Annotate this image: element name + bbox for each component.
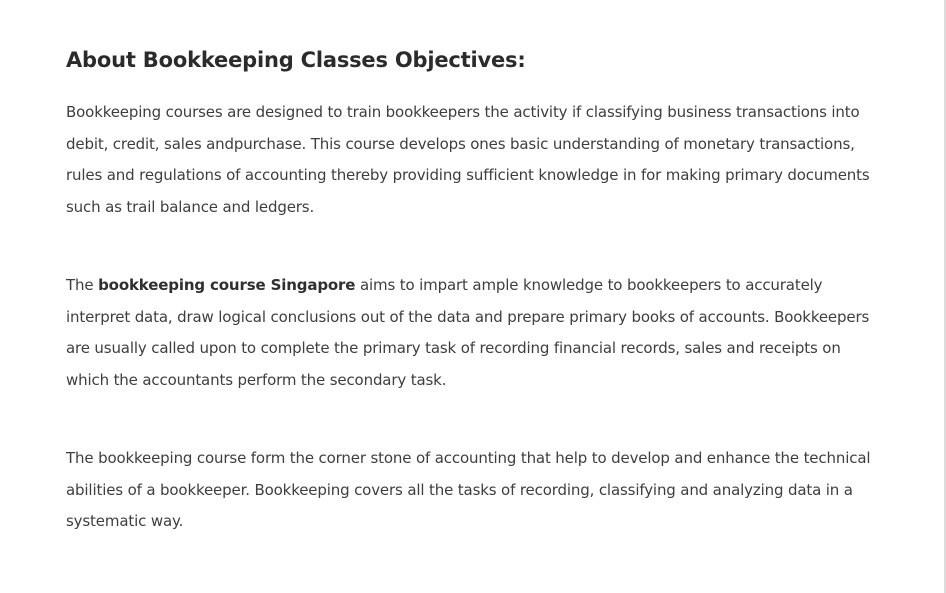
paragraph-prefix: The [66, 276, 99, 294]
article-content [66, 44, 882, 585]
paragraph-course-singapore [66, 270, 882, 396]
paragraph-corner-stone: The bookkeeping course form the corner stone of accounting that help to develop and enhance the technical abilities of a bookkeeper. Bookkeeping covers all the tasks of recording, classifying and analyzing data in a systematic way. [66, 449, 871, 530]
paragraph-objectives: Bookkeeping courses are designed to train bookkeepers the activity if classifying business transactions into debit, credit, sales andpurchase. This course develops ones basic understanding of monetary transactions, rules and regulations of accounting thereby providing sufficient knowledge in for making primary documents such as trail balance and ledgers. [66, 103, 870, 216]
paragraph-suffix: aims to impart ample knowledge to bookkeepers to accurately interpret data, draw logical conclusions out of the data and prepare primary books of accounts. Bookkeepers are usually called upon to complete the primary task of recording financial records, sales and receipts on which the accountants perform the secondary task. [66, 276, 870, 389]
bold-course-name: bookkeeping course Singapore [98, 276, 356, 294]
article-heading: About Bookkeeping Classes Objectives: [66, 48, 526, 72]
